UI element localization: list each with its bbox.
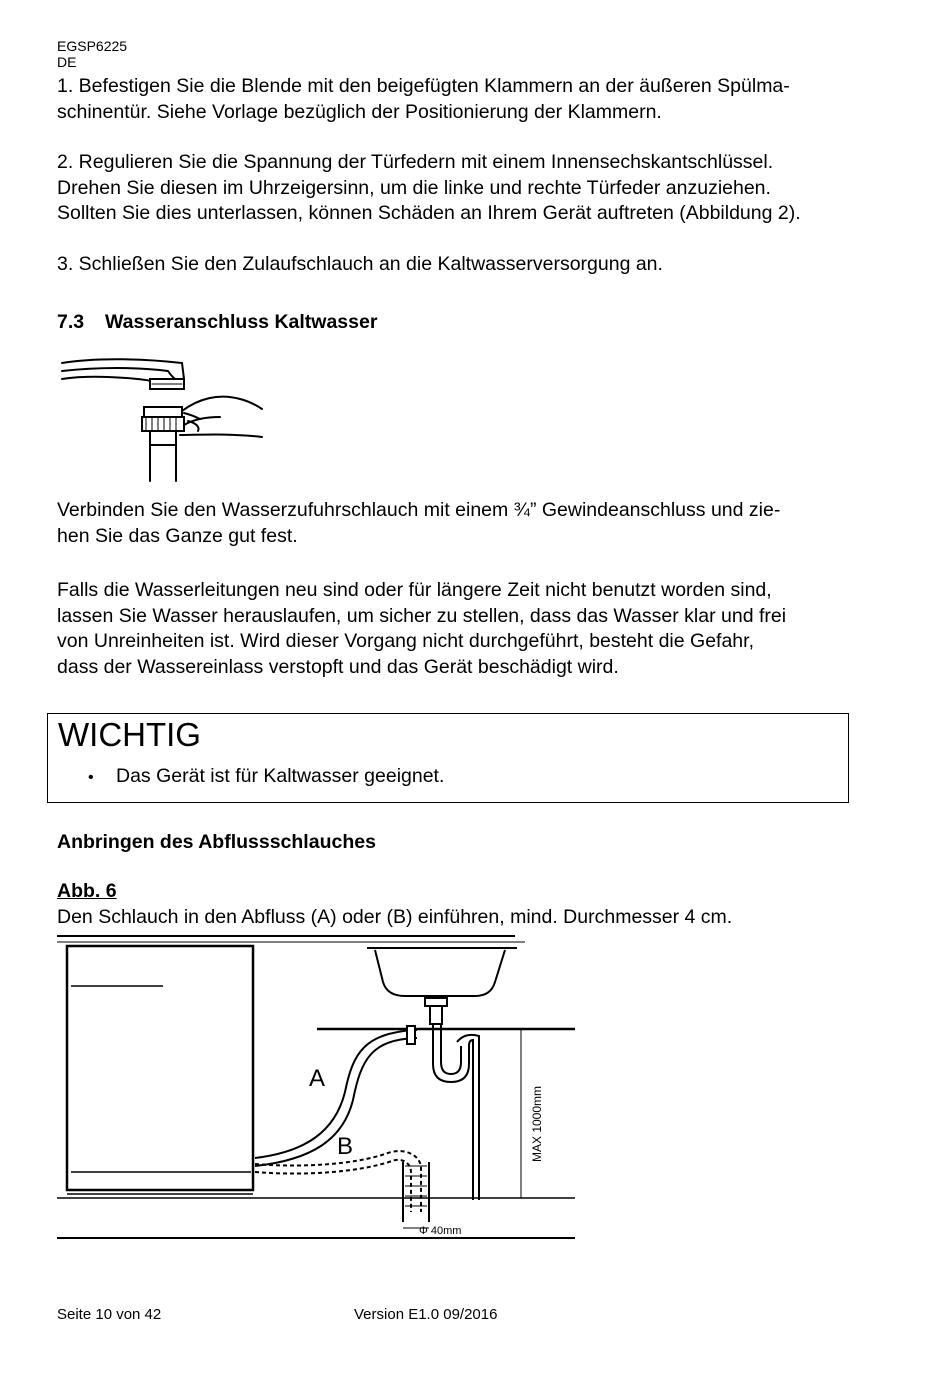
step-1-line: 1. Befestigen Sie die Blende mit den beigefügten Klammern an der äußeren Spülma- [57,75,790,97]
step-2 [57,150,897,227]
section-number: 7.3 [57,311,85,333]
flush-instructions [57,578,897,680]
flush-line: Falls die Wasserleitungen neu sind oder für längere Zeit nicht benutzt worden sind, [57,579,772,601]
figure-caption [57,905,897,931]
figure-caption-text: Den Schlauch in den Abfluss (A) oder (B) einführen, mind. Durchmesser 4 cm. [57,906,733,928]
label-a: A [309,1065,326,1092]
step-1-line: schinentür. Siehe Vorlage bezüglich der Positionierung der Klammern. [57,100,662,123]
flush-line: dass der Wassereinlass verstopft und das Gerät beschädigt wird. [57,655,619,678]
max-height-label: MAX 1000mm [530,1085,544,1162]
drain-hose-diagram [55,932,580,1244]
connection-instructions [57,498,897,549]
step-2-line: 2. Regulieren Sie die Spannung der Türfedern mit einem Innensechskantschlüssel. [57,151,774,173]
drain-heading: Anbringen des Abflussschlauches [57,831,376,853]
diameter-label: Φ 40mm [419,1225,462,1237]
connection-line: hen Sie das Ganze gut fest. [57,524,298,547]
language-code: DE [57,54,77,70]
step-2-line: Sollten Sie dies unterlassen, können Schäden an Ihrem Gerät auftreten (Abbildung 2). [57,202,801,224]
step-3 [57,252,897,278]
page-number: Seite 10 von 42 [57,1306,162,1323]
faucet-connection-illustration [58,355,264,483]
document-version: Version E1.0 09/2016 [354,1306,498,1323]
flush-line: von Unreinheiten ist. Wird dieser Vorgang nicht durchgeführt, besteht die Gefahr, [57,630,754,652]
step-1 [57,74,897,125]
model-number: EGSP6225 [57,38,128,54]
label-b: B [337,1133,354,1160]
important-notice-box [47,713,849,803]
important-bullet [88,764,444,790]
important-title: WICHTIG [58,716,201,753]
section-title: Wasseranschluss Kaltwasser [105,311,378,333]
figure-label: Abb. 6 [57,880,117,902]
section-heading [57,311,377,334]
step-3-line: 3. Schließen Sie den Zulaufschlauch an die Kaltwasserversorgung an. [57,253,663,275]
important-bullet-text: Das Gerät ist für Kaltwasser geeignet. [116,765,445,787]
connection-line: Verbinden Sie den Wasserzufuhrschlauch mit einem ¾” Gewindeanschluss und zie- [57,499,781,521]
bullet-icon: • [88,769,94,786]
flush-line: lassen Sie Wasser herauslaufen, um sicher zu stellen, dass das Wasser klar und frei [57,604,787,627]
step-2-line: Drehen Sie diesen im Uhrzeigersinn, um die linke und rechte Türfeder anzuziehen. [57,176,771,199]
